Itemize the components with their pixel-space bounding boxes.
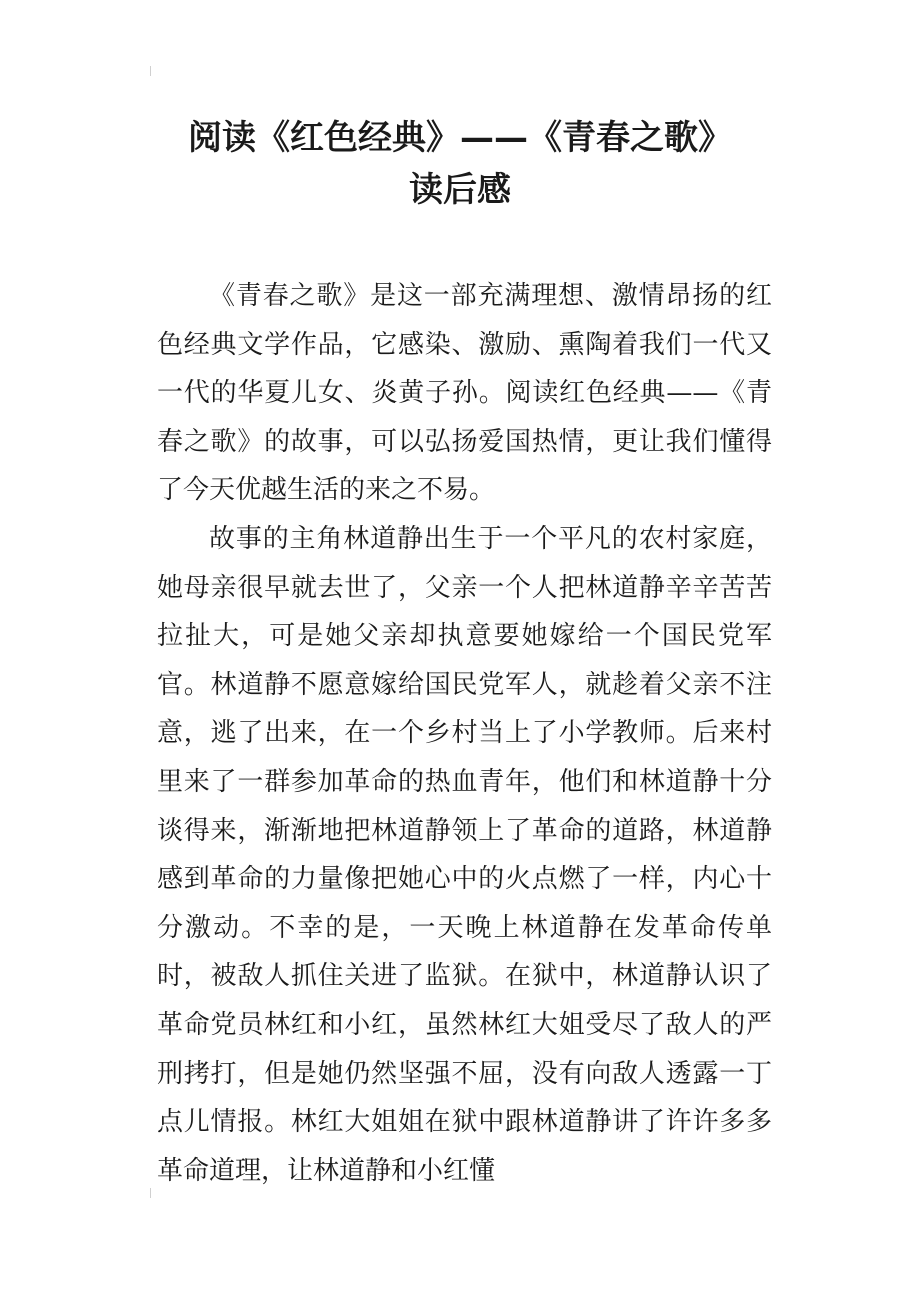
title-line-1: 阅读《红色经典》——《青春之歌》 xyxy=(188,118,732,158)
page-corner-mark-top xyxy=(150,66,157,76)
title-line-2: 读后感 xyxy=(409,170,511,210)
page-corner-mark-bottom xyxy=(150,1188,157,1198)
document-body xyxy=(157,272,772,1195)
paragraph: 故事的主角林道静出生于一个平凡的农村家庭，她母亲很早就去世了，父亲一个人把林道静辛辛苦苦拉扯大，可是她父亲却执意要她嫁给一个国民党军官。林道静不愿意嫁给国民党军人，就趁着父亲不注意，逃了出来，在一个乡村当上了小学教师。后来村里来了一群参加革命的热血青年，他们和林道静十分谈得来，渐渐地把林道静领上了革命的道路，林道静感到革命的力量像把她心中的火点燃了一样，内心十分激动。不幸的是，一天晚上林道静在发革命传单时，被敌人抓住关进了监狱。在狱中，林道静认识了革命党员林红和小红，虽然林红大姐受尽了敌人的严刑拷打，但是她仍然坚强不屈，没有向敌人透露一丁点儿情报。林红大姐姐在狱中跟林道静讲了许许多多革命道理，让林道静和小红懂 xyxy=(157,523,772,1186)
paragraph: 《青春之歌》是这一部充满理想、激情昂扬的红色经典文学作品，它感染、激励、熏陶着我们一代又一代的华夏儿女、炎黄子孙。阅读红色经典——《青春之歌》的故事，可以弘扬爱国热情，更让我们懂得了今天优越生活的来之不易。 xyxy=(157,281,772,506)
document-title xyxy=(120,112,800,216)
